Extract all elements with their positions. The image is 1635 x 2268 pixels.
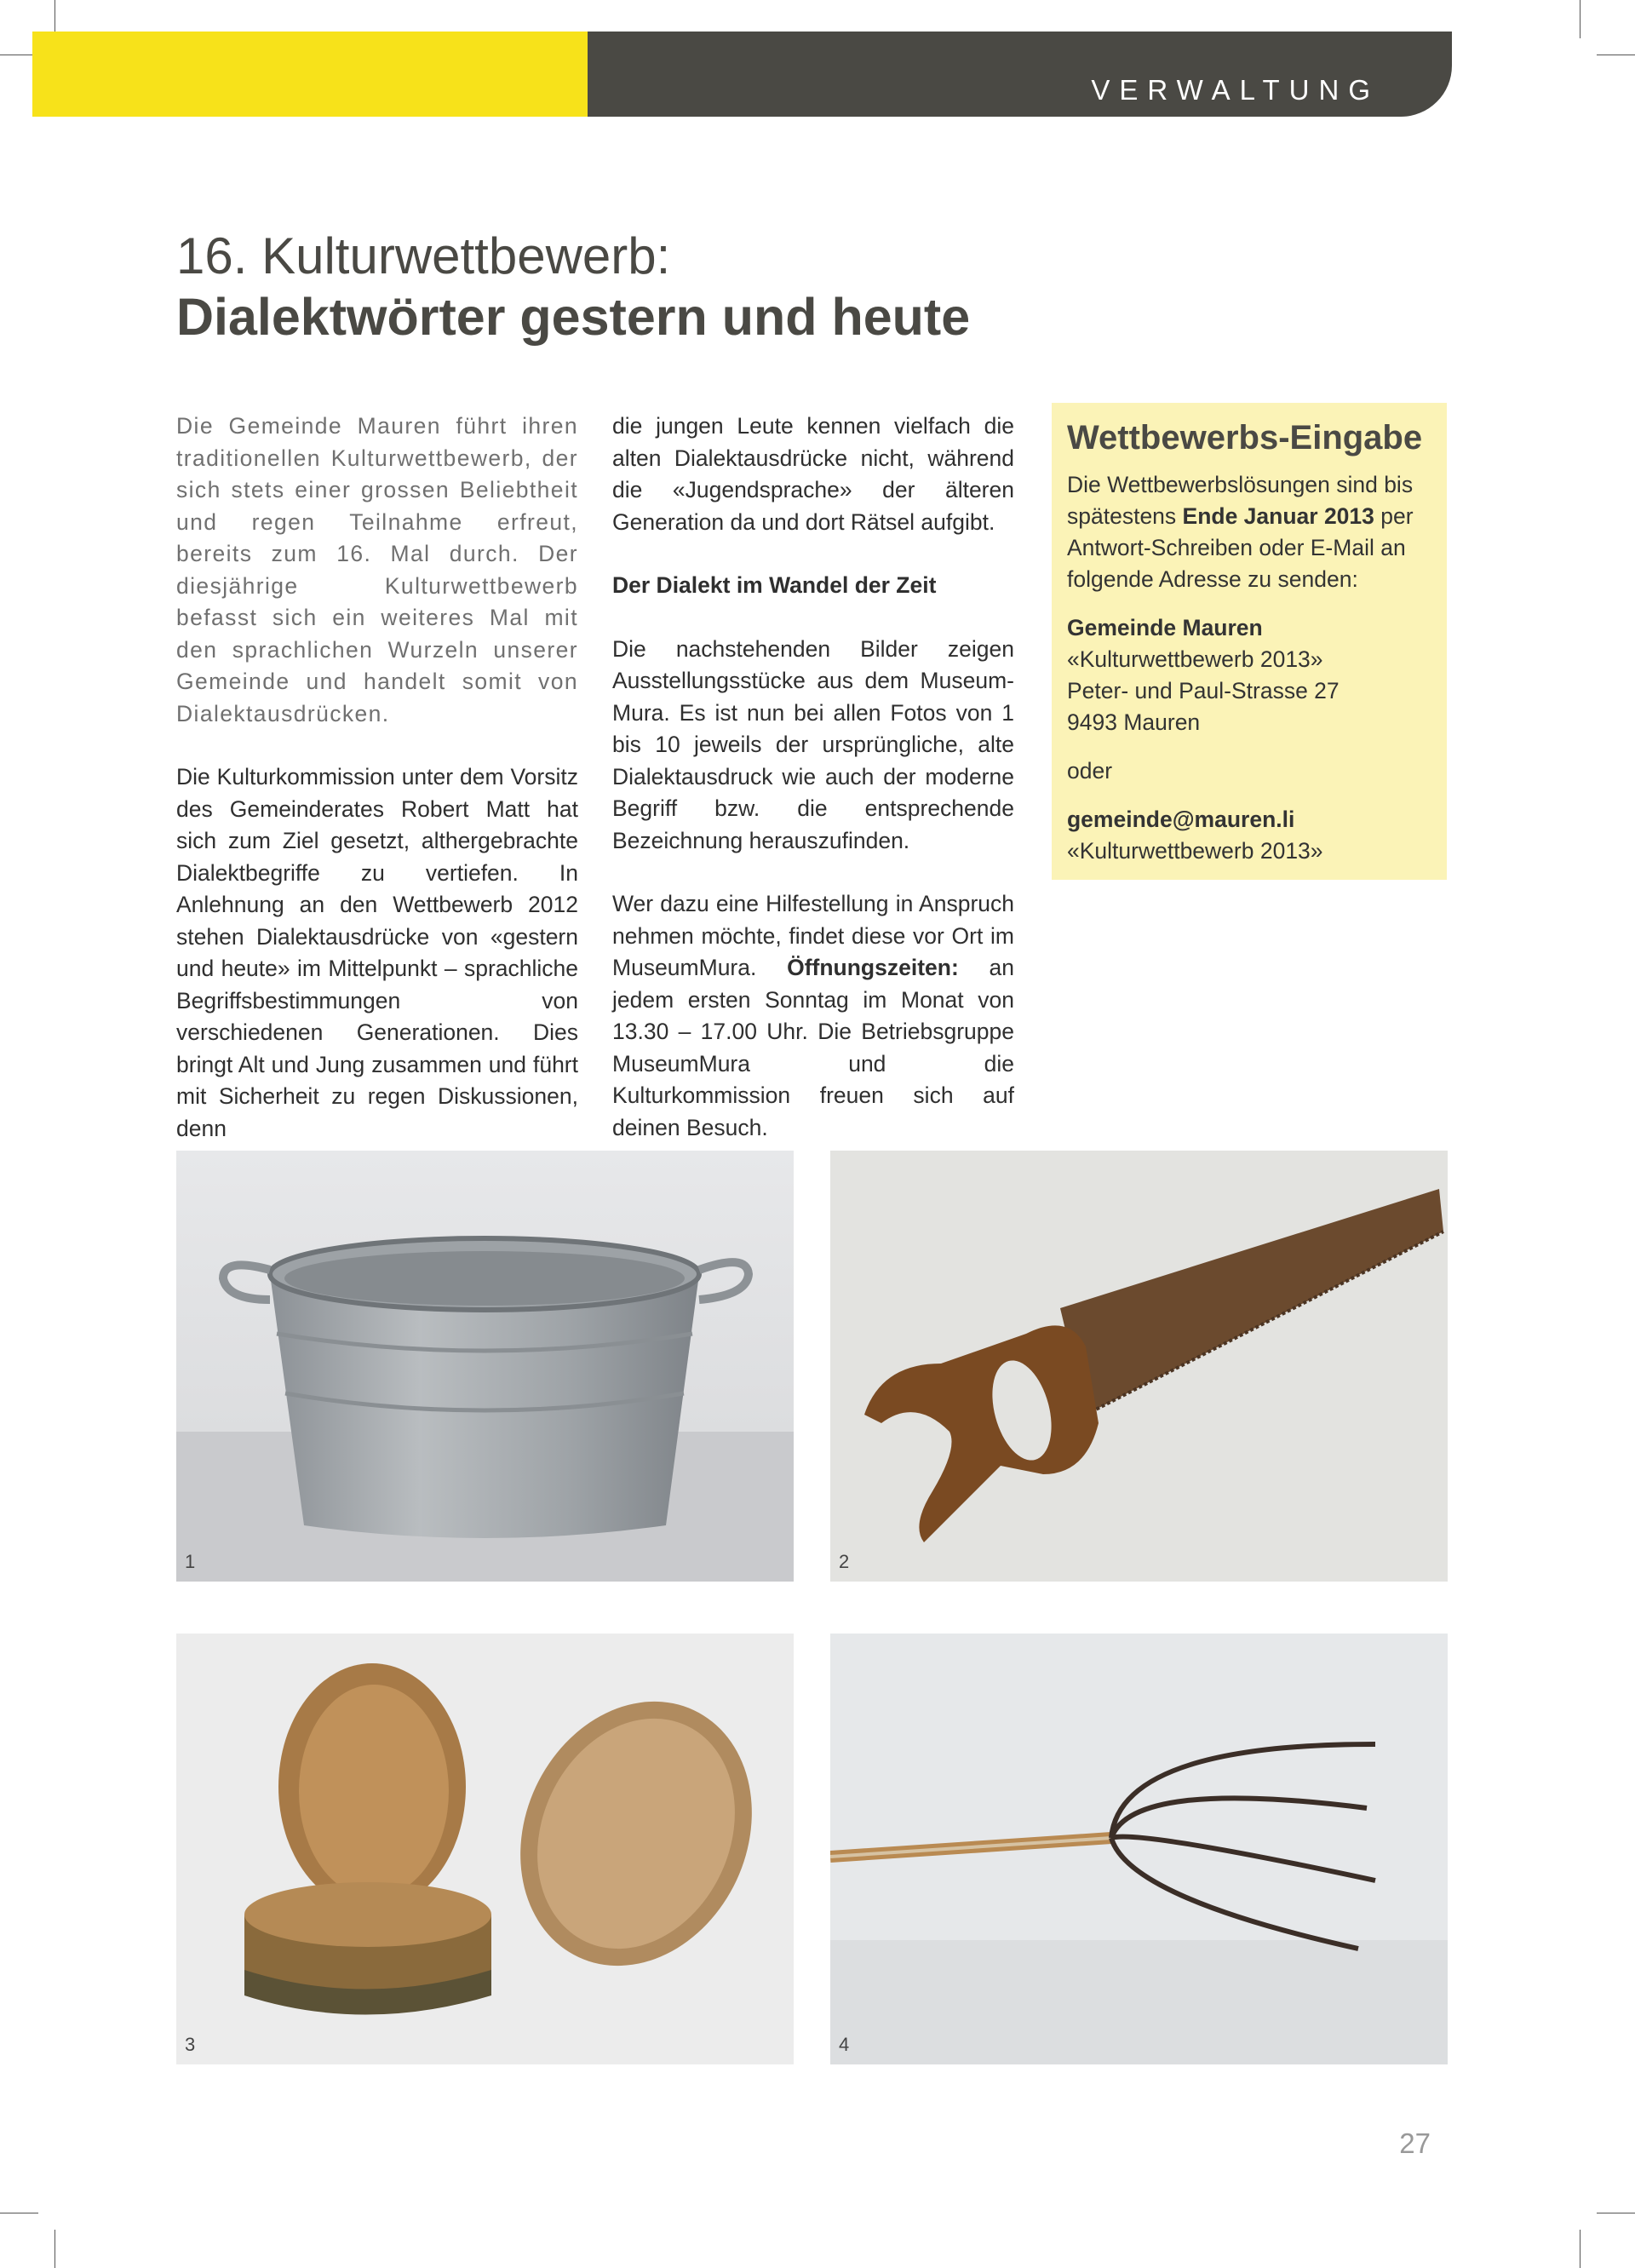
photo-number: 3 <box>185 2034 196 2055</box>
photo-saw <box>830 1151 1448 1582</box>
header-bar <box>588 32 1452 117</box>
photo-tub <box>176 1151 794 1582</box>
address-line: Peter- und Paul-Strasse 27 <box>1067 678 1340 703</box>
deadline: Ende Januar 2013 <box>1182 503 1374 529</box>
photo-wooden-sieves <box>176 1634 794 2064</box>
crop-mark <box>54 2230 55 2268</box>
opening-hours-label: Öffnungszeiten: <box>787 955 959 980</box>
box-title: Wettbewerbs-Eingabe <box>1067 419 1423 456</box>
title-line-2: Dialektwörter gestern und heute <box>176 288 971 346</box>
title-line-1: 16. Kulturwettbewerb: <box>176 227 671 284</box>
section-label: VERWALTUNG <box>1091 74 1380 106</box>
email-reference: «Kulturwettbewerb 2013» <box>1067 838 1323 864</box>
body-paragraph: Die nachstehenden Bilder zeigen Ausstellungsstücke aus dem Museum-Mura. Es ist nun bei allen Fotos von 1 bis 10 jeweils der ursprüngliche, alte Dialektausdruck wie auch der moderne Begriff bzw. die entsprechende Bezeichnung herauszufinden. <box>612 635 1014 853</box>
intro-paragraph: Die Gemeinde Mauren führt ihren traditionellen Kulturwettbewerb, der sich stets einer grossen Beliebtheit und regen Teilnahme erfreut, bereits zum 16. Mal durch. Der diesjährige Kulturwettbewerb befasst sich ein weiteres Mal mit den sprachlichen Wurzeln unserer Gemeinde und handelt somit von Dialektausdrücken. <box>176 413 578 726</box>
header-accent-bar <box>32 32 588 117</box>
photo-pitchfork <box>830 1634 1448 2064</box>
photo-number: 4 <box>839 2034 850 2055</box>
body-paragraph: die jungen Leute kennen vielfach die alten Dialektausdrücke nicht, während die «Jugendsprache» der älteren Generation da und dort Rätsel aufgibt. <box>612 413 1014 535</box>
box-intro: Die Wettbewerbslösungen sind bis spätestens Ende Januar 2013 per Antwort-Schreiben oder E-Mail an folgende Adresse zu senden: <box>1067 472 1414 592</box>
subheading: Der Dialekt im Wandel der Zeit <box>612 572 937 598</box>
text-column-1 <box>176 411 578 1145</box>
address-name: Gemeinde Mauren <box>1067 615 1263 640</box>
page-title <box>176 226 970 347</box>
body-paragraph: Die Kulturkommission unter dem Vorsitz des Gemeinderates Robert Matt hat sich zum Ziel gesetzt, althergebrachte Dialektbegriffe zu vertiefen. In Anlehnung an den Wettbewerb 2012 stehen Dialektausdrücke von «gestern und heute» im Mittelpunkt – sprachliche Begriffsbestimmungen von verschiedenen Generationen. Dies bringt Alt und Jung zusammen und führt mit Sicherheit zu regen Diskussionen, denn <box>176 764 578 1141</box>
text-column-2 <box>612 411 1014 1144</box>
photo-number: 2 <box>839 1551 850 1572</box>
photo-number: 1 <box>185 1551 196 1572</box>
submission-info-box <box>1052 403 1447 880</box>
or-label: oder <box>1067 758 1113 784</box>
body-paragraph: Wer dazu eine Hilfestellung in Anspruch nehmen möchte, findet diese vor Ort im MuseumMura. Öffnungszeiten: an jedem ersten Sonntag im Monat von 13.30 – 17.00 Uhr. Die Betriebsgruppe MuseumMura und die Kulturkommission freuen sich auf deinen Besuch. <box>612 891 1014 1140</box>
page-number: 27 <box>1399 2127 1431 2159</box>
address-line: 9493 Mauren <box>1067 709 1201 735</box>
email-link[interactable]: gemeinde@mauren.li <box>1067 807 1295 832</box>
address-line: «Kulturwettbewerb 2013» <box>1067 646 1323 672</box>
